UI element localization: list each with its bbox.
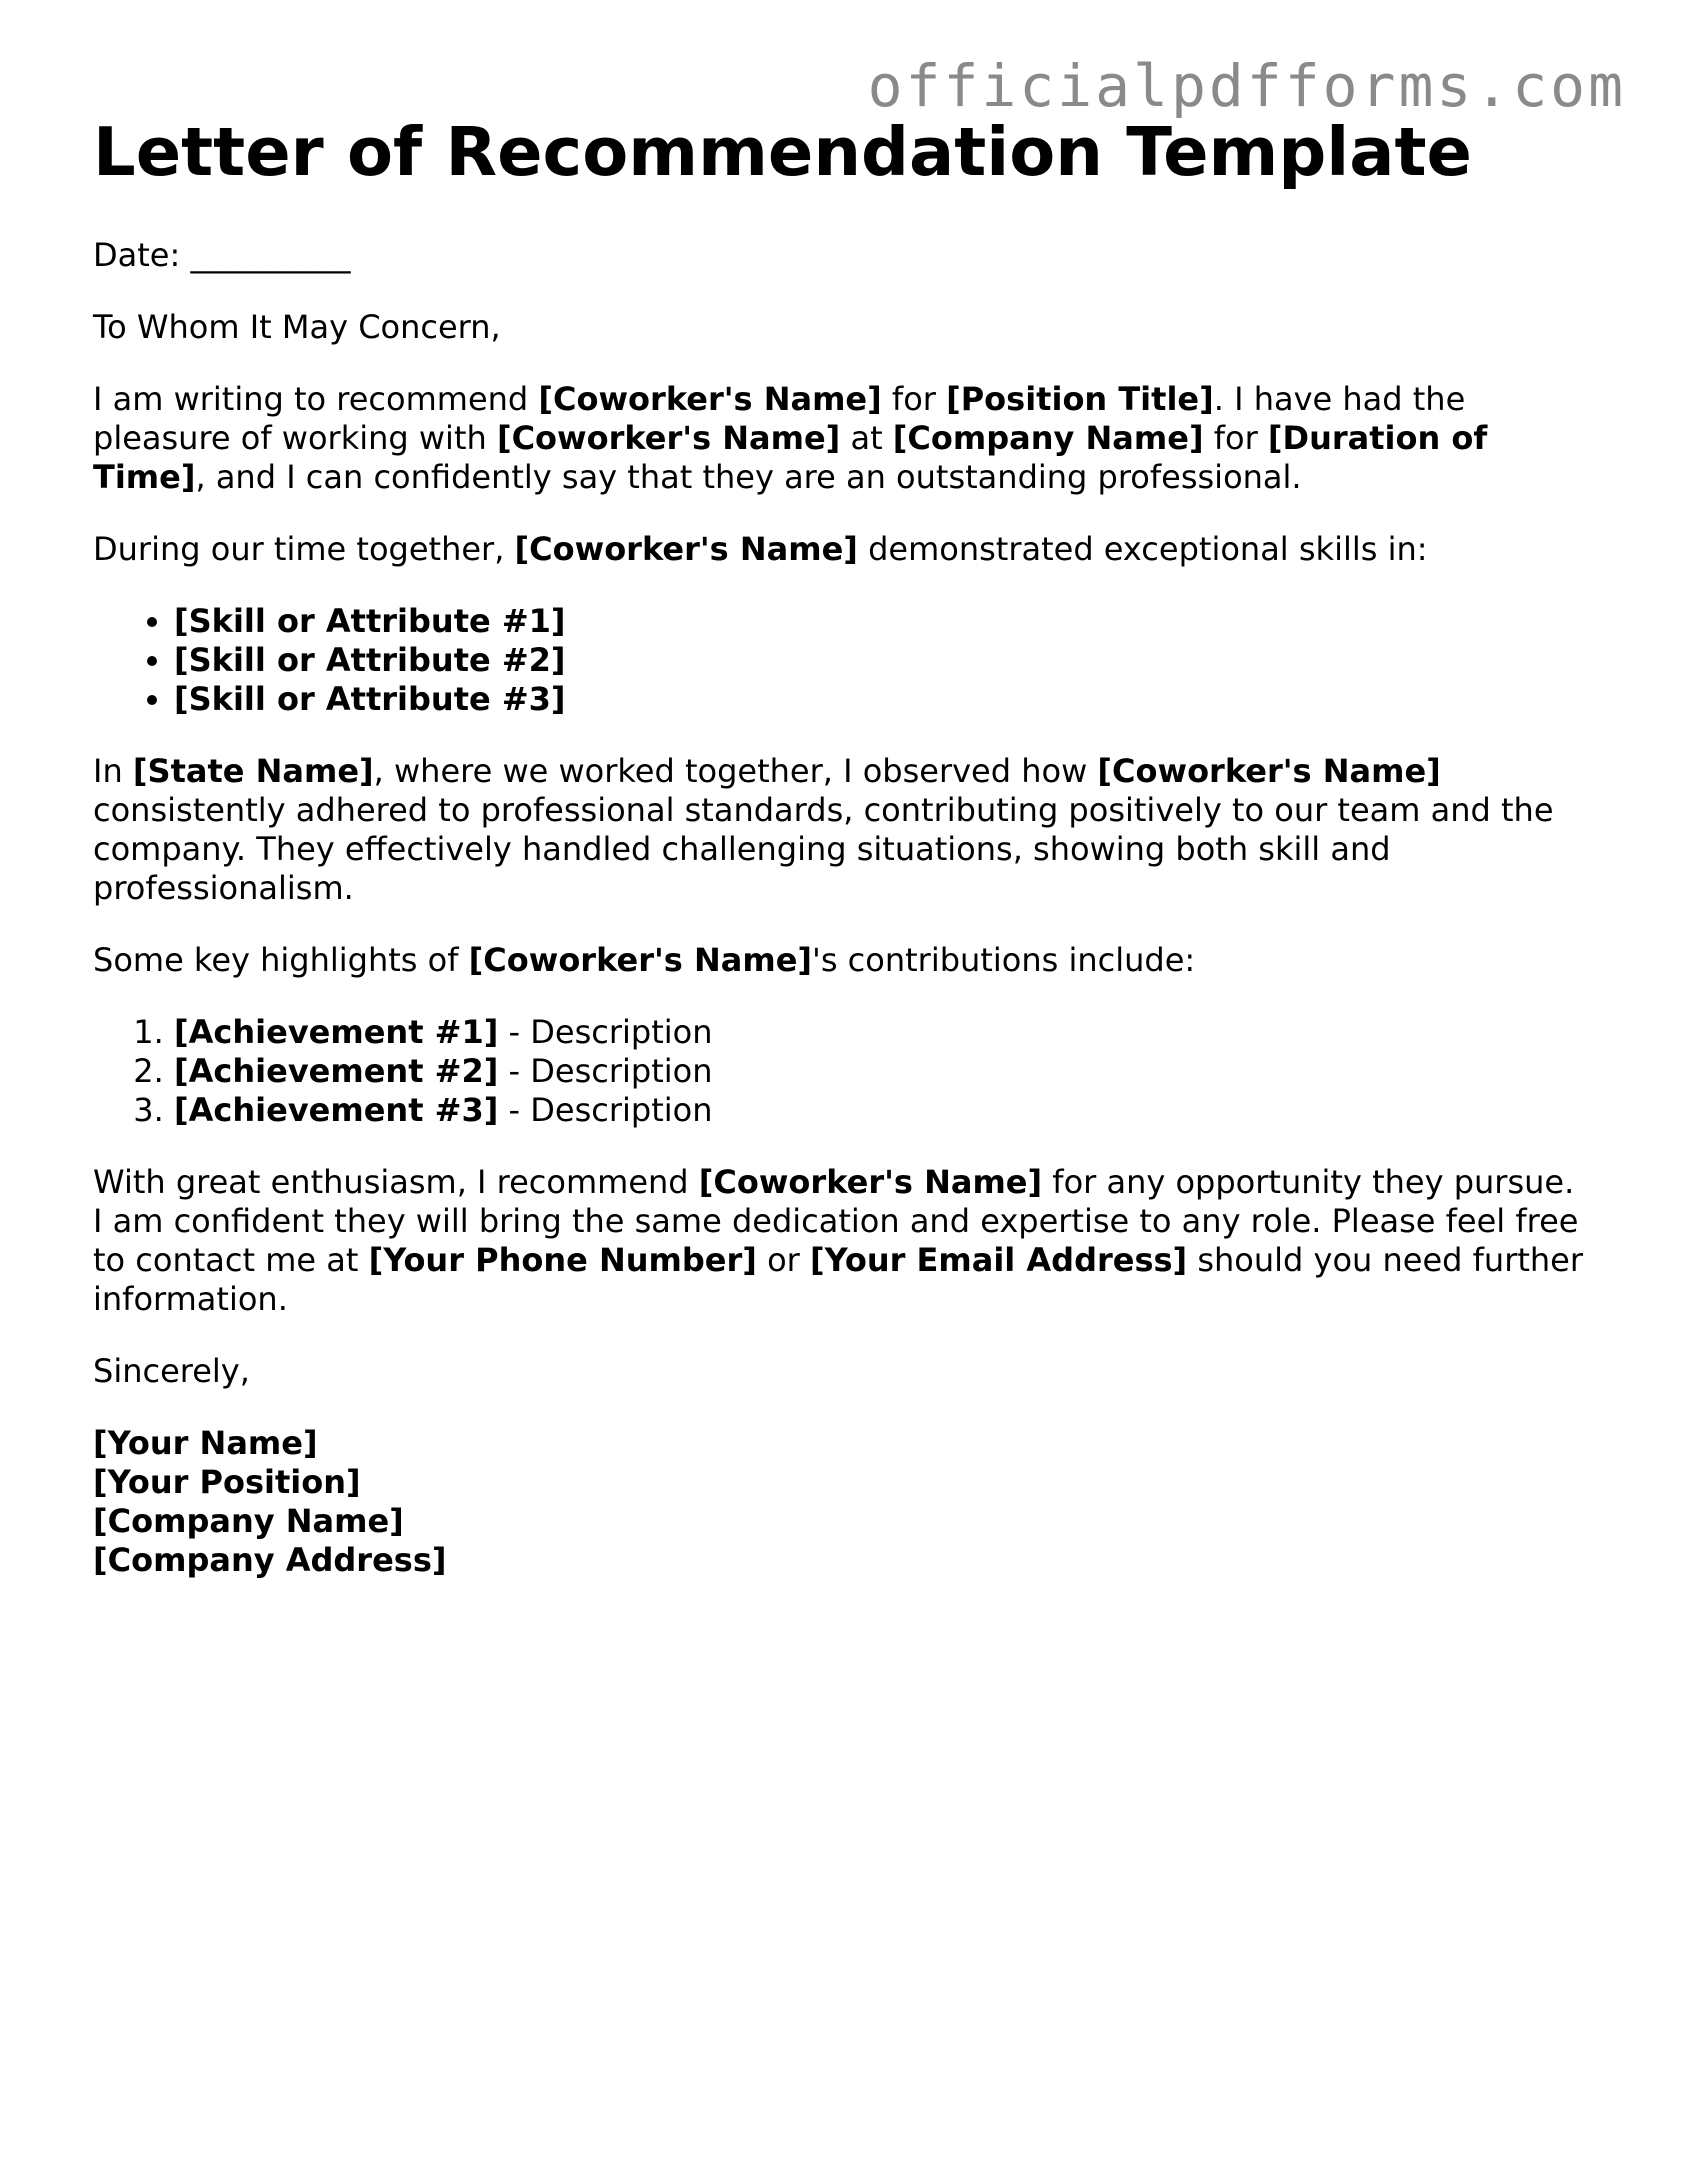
signature-position: [Your Position] <box>93 1463 361 1501</box>
list-item <box>174 1091 1593 1130</box>
list-item <box>174 602 1593 641</box>
signature-address: [Company Address] <box>93 1541 447 1579</box>
text-run: at <box>840 419 893 457</box>
placeholder-coworker-name: [Coworker's Name] <box>468 941 813 979</box>
skills-list <box>93 602 1593 719</box>
closing: Sincerely, <box>93 1352 250 1390</box>
text-run: With great enthusiasm, I recommend <box>93 1163 699 1201</box>
text-run: , where we worked together, I observed how <box>373 752 1098 790</box>
signature-name: [Your Name] <box>93 1424 318 1462</box>
text-run: I am writing to recommend <box>93 380 539 418</box>
salutation: To Whom It May Concern, <box>93 308 501 346</box>
achievements-list <box>93 1013 1593 1130</box>
placeholder-email-address: [Your Email Address] <box>809 1241 1188 1279</box>
achievement-description: - Description <box>498 1052 713 1090</box>
achievement-title: [Achievement #1] <box>174 1013 499 1051</box>
list-item <box>174 1052 1593 1091</box>
list-item <box>174 680 1593 719</box>
text-run: 's contributions include: <box>812 941 1196 979</box>
text-run: Some key highlights of <box>93 941 469 979</box>
text-run: for <box>881 380 947 418</box>
text-run: demonstrated exceptional skills in: <box>857 530 1428 568</box>
text-run: or <box>756 1241 810 1279</box>
placeholder-company-name: [Company Name] <box>892 419 1204 457</box>
placeholder-coworker-name: [Coworker's Name] <box>698 1163 1043 1201</box>
text-run: consistently adhered to professional standards, contributing positively to our team and the company. They effectively handled challenging situations, showing both skill and professionalism. <box>93 791 1554 907</box>
placeholder-coworker-name: [Coworker's Name] <box>514 530 858 568</box>
watermark: officialpdfforms.com <box>867 52 1626 120</box>
placeholder-coworker-name: [Coworker's Name] <box>538 380 882 418</box>
text-run: In <box>93 752 133 790</box>
skill-placeholder: [Skill or Attribute #3] <box>174 680 566 718</box>
placeholder-duration: [Duration of Time] <box>93 419 1488 496</box>
text-run: During our time together, <box>93 530 515 568</box>
text-run: should you need further information. <box>93 1241 1584 1318</box>
list-item <box>174 641 1593 680</box>
text-run: , and I can confidently say that they are an outstanding professional. <box>195 458 1302 496</box>
placeholder-coworker-name: [Coworker's Name] <box>1097 752 1441 790</box>
placeholder-position-title: [Position Title] <box>946 380 1214 418</box>
skill-placeholder: [Skill or Attribute #1] <box>174 602 566 640</box>
achievement-description: - Description <box>498 1013 713 1051</box>
observation-paragraph <box>93 752 1593 908</box>
text-run: for <box>1203 419 1268 457</box>
page-title: Letter of Recommendation Template <box>93 113 1472 191</box>
intro-paragraph <box>93 380 1593 497</box>
list-item <box>174 1013 1593 1052</box>
document-page <box>93 112 1593 1613</box>
skill-placeholder: [Skill or Attribute #2] <box>174 641 566 679</box>
text-run: . I have had the pleasure of working with <box>93 380 1466 457</box>
highlights-intro-paragraph <box>93 941 1593 980</box>
text-run: for any opportunity they pursue. I am confident they will bring the same dedication and expertise to any role. Please feel free to contact me at <box>93 1163 1579 1279</box>
date-line: Date: __________ <box>93 236 351 274</box>
placeholder-state-name: [State Name] <box>132 752 374 790</box>
skills-intro-paragraph <box>93 530 1593 569</box>
recommendation-paragraph <box>93 1163 1593 1319</box>
achievement-title: [Achievement #3] <box>174 1091 499 1129</box>
signature-company: [Company Name] <box>93 1502 404 1540</box>
signature-block <box>93 1424 1593 1580</box>
achievement-title: [Achievement #2] <box>174 1052 499 1090</box>
placeholder-phone-number: [Your Phone Number] <box>368 1241 757 1279</box>
achievement-description: - Description <box>498 1091 713 1129</box>
placeholder-coworker-name: [Coworker's Name] <box>496 419 841 457</box>
